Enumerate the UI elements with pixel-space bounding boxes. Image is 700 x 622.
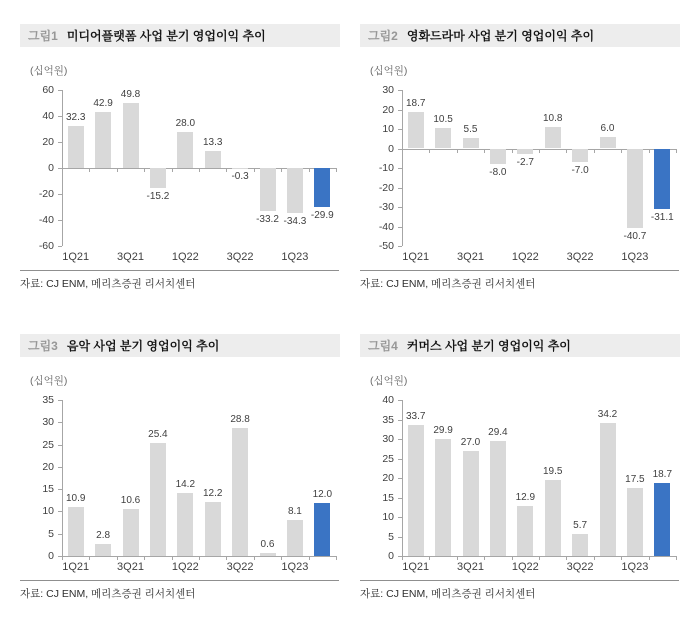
bar bbox=[435, 439, 451, 556]
y-tick-mark bbox=[58, 489, 62, 490]
x-axis-label: 3Q22 bbox=[566, 251, 594, 263]
bar bbox=[68, 126, 84, 168]
bar-highlight bbox=[654, 483, 670, 556]
y-tick-label: 20 bbox=[382, 103, 394, 116]
x-axis-label: 3Q21 bbox=[457, 251, 484, 263]
x-axis-label: 1Q21 bbox=[402, 561, 430, 573]
x-tick-mark bbox=[649, 556, 650, 560]
bar-value-label: -2.7 bbox=[516, 156, 534, 168]
bar-value-label: 49.8 bbox=[120, 89, 141, 101]
y-tick-label: 20 bbox=[42, 460, 54, 473]
x-tick-mark bbox=[621, 556, 622, 560]
bar-value-label: 13.3 bbox=[202, 136, 223, 148]
bar bbox=[260, 553, 276, 556]
bar bbox=[287, 520, 303, 556]
source-note: 자료: CJ ENM, 메리츠증권 리서치센터 bbox=[20, 580, 339, 601]
y-tick-label: 30 bbox=[382, 433, 394, 445]
bar-value-label: 33.7 bbox=[405, 410, 426, 422]
x-tick-mark bbox=[309, 556, 310, 560]
x-tick-mark bbox=[144, 168, 145, 172]
figure-header bbox=[360, 334, 680, 357]
bar-value-label: 2.8 bbox=[96, 529, 111, 541]
x-axis-label: 1Q23 bbox=[281, 561, 309, 573]
y-tick-mark bbox=[58, 90, 62, 91]
bar-value-label: -31.1 bbox=[650, 212, 674, 224]
y-tick-label: 30 bbox=[382, 84, 394, 96]
figure-title: 영화드라마 사업 분기 영업이익 추이 bbox=[406, 29, 595, 43]
bar-value-label: 27.0 bbox=[460, 436, 481, 448]
bar-value-label: 14.2 bbox=[175, 478, 196, 490]
y-tick-mark bbox=[398, 207, 402, 208]
bar-highlight bbox=[314, 168, 330, 207]
bar-chart bbox=[20, 394, 340, 576]
x-tick-mark bbox=[402, 556, 403, 560]
y-tick-label: 0 bbox=[388, 550, 394, 562]
y-tick-mark bbox=[58, 445, 62, 446]
chart-panel-film-drama bbox=[360, 24, 680, 290]
bar bbox=[150, 168, 166, 188]
figure-number-label: 그림3 bbox=[28, 339, 58, 353]
bar-value-label: 28.8 bbox=[230, 413, 250, 425]
x-tick-mark bbox=[117, 556, 118, 560]
bar-chart bbox=[360, 394, 680, 576]
y-tick-label: 10 bbox=[382, 123, 394, 135]
bar-value-label: -15.2 bbox=[146, 190, 170, 202]
bar-value-label: 28.0 bbox=[175, 117, 196, 129]
bar bbox=[463, 138, 479, 149]
y-axis-line bbox=[402, 90, 403, 246]
y-tick-mark bbox=[58, 194, 62, 195]
y-tick-label: -30 bbox=[378, 201, 394, 213]
y-tick-label: 30 bbox=[42, 416, 54, 429]
x-tick-mark bbox=[117, 168, 118, 172]
y-tick-mark bbox=[58, 534, 62, 535]
bar-value-label: 12.9 bbox=[515, 491, 536, 503]
bar-value-label: 10.5 bbox=[433, 114, 453, 126]
figure-number-label: 그림2 bbox=[368, 29, 398, 43]
chart-panel-commerce bbox=[360, 334, 680, 600]
y-tick-label: 35 bbox=[382, 413, 394, 426]
bar-value-label: 42.9 bbox=[93, 98, 113, 110]
figure-title: 커머스 사업 분기 영업이익 추이 bbox=[406, 339, 571, 353]
bar-chart bbox=[360, 84, 680, 266]
x-axis-label: 3Q21 bbox=[457, 561, 484, 573]
bar bbox=[463, 451, 479, 556]
y-tick-mark bbox=[58, 220, 62, 221]
bar-highlight bbox=[314, 503, 330, 556]
y-tick-label: -50 bbox=[378, 240, 394, 252]
x-axis-label: 3Q22 bbox=[566, 561, 594, 573]
y-tick-mark bbox=[398, 459, 402, 460]
bar-value-label: 32.3 bbox=[65, 112, 86, 123]
y-tick-label: 25 bbox=[382, 452, 394, 465]
y-tick-mark bbox=[398, 227, 402, 228]
bar-value-label: -33.2 bbox=[256, 214, 279, 226]
bar bbox=[408, 425, 424, 556]
x-axis-label: 1Q23 bbox=[621, 561, 649, 573]
y-tick-mark bbox=[58, 400, 62, 401]
x-tick-mark bbox=[281, 556, 282, 560]
x-tick-mark bbox=[676, 556, 677, 560]
y-tick-label: 20 bbox=[382, 472, 394, 484]
bar-value-label: 29.9 bbox=[433, 425, 453, 437]
bar-value-label: 10.6 bbox=[120, 494, 141, 506]
bar bbox=[232, 168, 248, 169]
bar-value-label: -34.3 bbox=[283, 215, 307, 227]
x-tick-mark bbox=[539, 556, 540, 560]
x-tick-mark bbox=[566, 149, 567, 153]
x-axis-label: 1Q21 bbox=[402, 251, 430, 263]
axis-unit-label: (십억원) bbox=[30, 375, 68, 387]
bar-value-label: 18.7 bbox=[652, 469, 673, 481]
y-tick-mark bbox=[398, 400, 402, 401]
y-tick-label: 15 bbox=[382, 491, 394, 504]
x-tick-mark bbox=[226, 556, 227, 560]
y-tick-mark bbox=[398, 90, 402, 91]
x-axis-label: 1Q22 bbox=[171, 251, 199, 263]
bar-value-label: 34.2 bbox=[597, 408, 618, 420]
bar-value-label: 5.5 bbox=[463, 123, 478, 135]
x-tick-mark bbox=[429, 556, 430, 560]
x-tick-mark bbox=[402, 149, 403, 153]
x-tick-mark bbox=[566, 556, 567, 560]
x-tick-mark bbox=[199, 168, 200, 172]
x-tick-mark bbox=[281, 168, 282, 172]
x-axis-label: 3Q21 bbox=[117, 251, 144, 263]
y-tick-mark bbox=[58, 142, 62, 143]
bar-value-label: 19.5 bbox=[542, 465, 563, 477]
figure-header bbox=[360, 24, 680, 47]
x-axis-label: 1Q21 bbox=[62, 251, 90, 263]
x-axis-label: 3Q22 bbox=[226, 251, 254, 263]
y-tick-mark bbox=[398, 110, 402, 111]
x-tick-mark bbox=[62, 168, 63, 172]
y-tick-label: -10 bbox=[378, 162, 394, 174]
bar bbox=[517, 149, 533, 154]
x-tick-mark bbox=[484, 556, 485, 560]
bar bbox=[600, 423, 616, 556]
bar-value-label: 18.7 bbox=[405, 98, 426, 110]
y-tick-mark bbox=[398, 517, 402, 518]
y-tick-label: -20 bbox=[378, 181, 394, 194]
x-tick-mark bbox=[336, 556, 337, 560]
x-axis-label: 1Q21 bbox=[62, 561, 90, 573]
x-axis-label: 1Q23 bbox=[621, 251, 649, 263]
x-axis-label: 3Q21 bbox=[117, 561, 144, 573]
bar bbox=[95, 112, 111, 168]
bar-value-label: 29.4 bbox=[488, 427, 508, 439]
x-tick-mark bbox=[457, 556, 458, 560]
bar-value-label: -7.0 bbox=[571, 165, 589, 177]
y-tick-label: 10 bbox=[382, 511, 394, 523]
x-tick-mark bbox=[676, 149, 677, 153]
y-tick-mark bbox=[58, 422, 62, 423]
y-tick-mark bbox=[398, 168, 402, 169]
y-tick-label: 40 bbox=[42, 110, 54, 122]
axis-unit-label: (십억원) bbox=[370, 375, 408, 387]
figure-header bbox=[20, 24, 340, 47]
x-axis-label: 1Q22 bbox=[171, 561, 199, 573]
bar-value-label: 12.0 bbox=[312, 488, 333, 500]
bar bbox=[123, 509, 139, 556]
figure-header bbox=[20, 334, 340, 357]
y-tick-mark bbox=[398, 537, 402, 538]
y-tick-label: -40 bbox=[38, 214, 54, 226]
y-tick-mark bbox=[398, 498, 402, 499]
bar bbox=[150, 443, 166, 556]
y-tick-label: 0 bbox=[388, 142, 394, 155]
bar bbox=[232, 428, 248, 556]
x-tick-mark bbox=[89, 168, 90, 172]
bar-highlight bbox=[654, 149, 670, 210]
bar-value-label: -29.9 bbox=[310, 209, 334, 221]
x-tick-mark bbox=[621, 149, 622, 153]
bar bbox=[177, 493, 193, 556]
y-tick-label: 5 bbox=[48, 527, 54, 540]
bar-value-label: 17.5 bbox=[625, 473, 645, 485]
figure-title: 미디어플랫폼 사업 분기 영업이익 추이 bbox=[66, 29, 266, 43]
x-tick-mark bbox=[309, 168, 310, 172]
y-tick-label: 60 bbox=[42, 84, 54, 96]
bar-value-label: 10.8 bbox=[542, 113, 563, 125]
bar bbox=[627, 488, 643, 556]
y-tick-mark bbox=[58, 246, 62, 247]
x-tick-mark bbox=[457, 149, 458, 153]
y-tick-mark bbox=[398, 188, 402, 189]
figure-number-label: 그림4 bbox=[368, 339, 398, 353]
bar bbox=[545, 127, 561, 148]
x-tick-mark bbox=[594, 556, 595, 560]
x-tick-mark bbox=[512, 556, 513, 560]
y-tick-label: -60 bbox=[38, 240, 54, 252]
bar-value-label: 12.2 bbox=[202, 487, 223, 499]
bar-value-label: 6.0 bbox=[600, 122, 615, 134]
bar bbox=[545, 480, 561, 556]
y-tick-label: 40 bbox=[382, 394, 394, 406]
y-tick-label: 10 bbox=[42, 505, 54, 518]
y-tick-mark bbox=[398, 478, 402, 479]
y-tick-label: 5 bbox=[388, 530, 394, 543]
bar-value-label: -0.3 bbox=[231, 171, 249, 183]
bar bbox=[572, 534, 588, 556]
y-tick-mark bbox=[398, 246, 402, 247]
source-note: 자료: CJ ENM, 메리츠증권 리서치센터 bbox=[360, 270, 679, 291]
x-tick-mark bbox=[539, 149, 540, 153]
axis-unit-label: (십억원) bbox=[370, 65, 408, 77]
bar bbox=[205, 502, 221, 556]
x-tick-mark bbox=[649, 149, 650, 153]
x-axis-label: 3Q22 bbox=[226, 561, 254, 573]
y-axis-line bbox=[62, 400, 63, 556]
y-tick-mark bbox=[398, 129, 402, 130]
x-tick-mark bbox=[172, 168, 173, 172]
y-tick-label: 25 bbox=[42, 438, 54, 451]
bar bbox=[517, 506, 533, 556]
y-axis-line bbox=[402, 400, 403, 556]
x-tick-mark bbox=[62, 556, 63, 560]
x-axis-label: 1Q22 bbox=[511, 251, 539, 263]
x-tick-mark bbox=[429, 149, 430, 153]
x-tick-mark bbox=[172, 556, 173, 560]
x-tick-mark bbox=[484, 149, 485, 153]
y-tick-label: -20 bbox=[38, 188, 54, 200]
x-tick-mark bbox=[336, 168, 337, 172]
bar-value-label: 8.1 bbox=[287, 505, 302, 517]
bar-chart bbox=[20, 84, 340, 266]
source-note: 자료: CJ ENM, 메리츠증권 리서치센터 bbox=[360, 580, 679, 601]
x-tick-mark bbox=[512, 149, 513, 153]
bar-value-label: 25.4 bbox=[148, 428, 168, 440]
x-tick-mark bbox=[144, 556, 145, 560]
y-tick-mark bbox=[58, 467, 62, 468]
bar bbox=[260, 168, 276, 211]
chart-panel-music bbox=[20, 334, 340, 600]
figure-number-label: 그림1 bbox=[28, 29, 58, 43]
y-tick-label: 15 bbox=[42, 483, 54, 496]
y-tick-mark bbox=[58, 511, 62, 512]
bar bbox=[600, 137, 616, 149]
bar-value-label: -40.7 bbox=[623, 230, 647, 242]
bar bbox=[95, 544, 111, 556]
x-axis-label: 1Q23 bbox=[281, 251, 309, 263]
y-tick-label: 0 bbox=[48, 162, 54, 174]
x-axis-label: 1Q22 bbox=[511, 561, 539, 573]
bar bbox=[287, 168, 303, 213]
x-tick-mark bbox=[89, 556, 90, 560]
y-tick-label: 20 bbox=[42, 136, 54, 148]
source-note: 자료: CJ ENM, 메리츠증권 리서치센터 bbox=[20, 270, 339, 291]
y-tick-label: 35 bbox=[42, 394, 54, 406]
bar-value-label: -8.0 bbox=[489, 167, 507, 179]
figure-title: 음악 사업 분기 영업이익 추이 bbox=[66, 339, 220, 353]
y-tick-label: -40 bbox=[378, 220, 394, 233]
bar bbox=[572, 149, 588, 163]
y-tick-mark bbox=[398, 439, 402, 440]
bar bbox=[205, 151, 221, 168]
x-tick-mark bbox=[199, 556, 200, 560]
y-tick-label: 0 bbox=[48, 550, 54, 562]
bar-value-label: 10.9 bbox=[65, 493, 86, 505]
chart-panel-media-platform bbox=[20, 24, 340, 290]
bar-value-label: 0.6 bbox=[260, 539, 275, 551]
x-tick-mark bbox=[254, 556, 255, 560]
bar-value-label: 5.7 bbox=[573, 519, 588, 531]
bar bbox=[123, 103, 139, 168]
x-tick-mark bbox=[594, 149, 595, 153]
axis-unit-label: (십억원) bbox=[30, 65, 68, 77]
